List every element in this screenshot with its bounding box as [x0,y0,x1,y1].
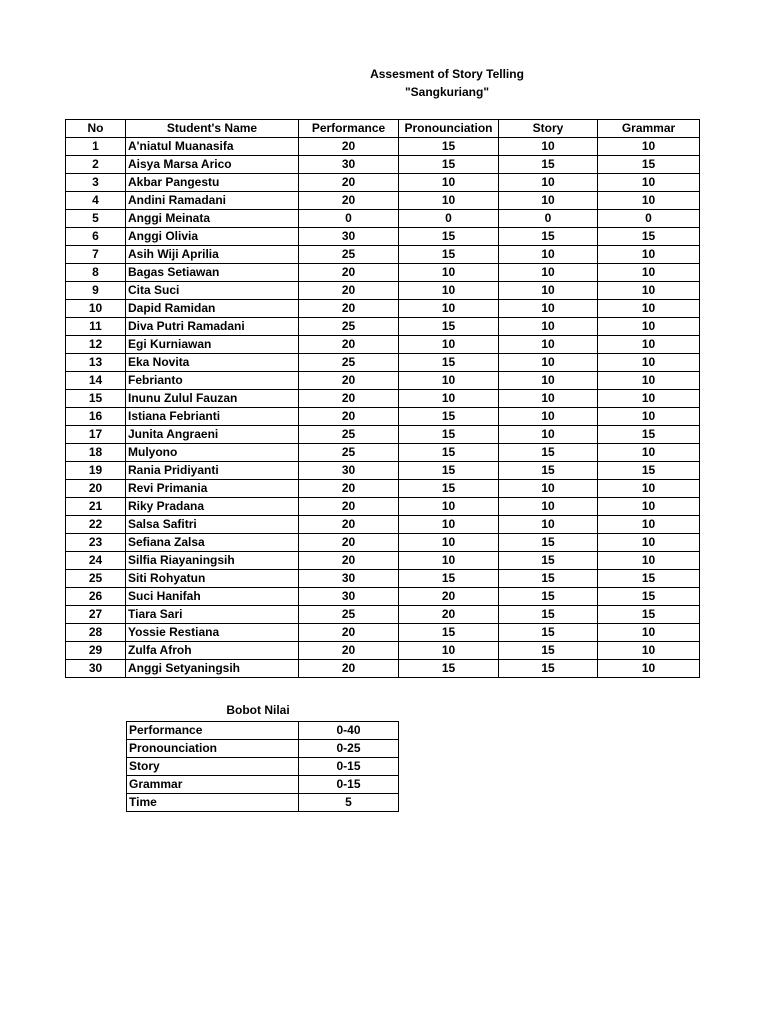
cell-student-name: Egi Kurniawan [126,336,299,354]
table-row [66,210,700,228]
weights-table-body [127,722,399,812]
cell-pronounciation: 15 [399,462,499,480]
cell-no: 3 [66,174,126,192]
cell-story: 15 [499,228,598,246]
cell-pronounciation: 10 [399,642,499,660]
table-row [66,300,700,318]
cell-student-name: Diva Putri Ramadani [126,318,299,336]
cell-no: 8 [66,264,126,282]
table-row [66,390,700,408]
cell-story: 10 [499,408,598,426]
cell-no: 2 [66,156,126,174]
cell-story: 15 [499,588,598,606]
cell-story: 15 [499,462,598,480]
cell-no: 24 [66,552,126,570]
cell-grammar: 10 [598,138,700,156]
cell-student-name: Revi Primania [126,480,299,498]
cell-pronounciation: 15 [399,138,499,156]
weights-table [126,721,399,812]
table-row [66,552,700,570]
cell-story: 10 [499,282,598,300]
cell-pronounciation: 15 [399,570,499,588]
cell-story: 10 [499,300,598,318]
cell-story: 10 [499,336,598,354]
cell-no: 27 [66,606,126,624]
cell-performance: 30 [299,156,399,174]
cell-grammar: 10 [598,408,700,426]
table-row [66,534,700,552]
cell-story: 15 [499,444,598,462]
cell-pronounciation: 10 [399,174,499,192]
weight-range: 0-15 [299,758,399,776]
cell-pronounciation: 10 [399,390,499,408]
cell-grammar: 15 [598,156,700,174]
table-row [66,228,700,246]
cell-story: 10 [499,480,598,498]
cell-no: 11 [66,318,126,336]
cell-performance: 20 [299,642,399,660]
cell-performance: 20 [299,264,399,282]
table-row [66,462,700,480]
cell-student-name: Riky Pradana [126,498,299,516]
header-pronounciation: Pronounciation [399,120,499,138]
cell-student-name: Febrianto [126,372,299,390]
cell-performance: 20 [299,480,399,498]
cell-student-name: Dapid Ramidan [126,300,299,318]
cell-student-name: Sefiana Zalsa [126,534,299,552]
cell-performance: 25 [299,606,399,624]
cell-no: 7 [66,246,126,264]
weights-title: Bobot Nilai [226,703,290,717]
header-grammar: Grammar [598,120,700,138]
cell-student-name: Bagas Setiawan [126,264,299,282]
cell-no: 5 [66,210,126,228]
cell-pronounciation: 15 [399,354,499,372]
cell-pronounciation: 15 [399,660,499,678]
cell-story: 15 [499,156,598,174]
cell-story: 10 [499,192,598,210]
cell-student-name: A'niatul Muanasifa [126,138,299,156]
cell-grammar: 10 [598,354,700,372]
weight-range: 0-15 [299,776,399,794]
table-row [66,408,700,426]
cell-grammar: 10 [598,516,700,534]
document-title: Assesment of Story Telling [370,67,524,81]
cell-story: 10 [499,498,598,516]
cell-grammar: 15 [598,228,700,246]
weight-range: 5 [299,794,399,812]
table-row [66,264,700,282]
cell-grammar: 10 [598,624,700,642]
cell-performance: 25 [299,426,399,444]
cell-performance: 20 [299,192,399,210]
cell-student-name: Mulyono [126,444,299,462]
cell-performance: 20 [299,336,399,354]
cell-story: 10 [499,354,598,372]
cell-pronounciation: 10 [399,282,499,300]
cell-performance: 20 [299,390,399,408]
cell-grammar: 10 [598,498,700,516]
cell-pronounciation: 10 [399,534,499,552]
cell-student-name: Istiana Febrianti [126,408,299,426]
cell-story: 10 [499,246,598,264]
cell-grammar: 10 [598,282,700,300]
cell-pronounciation: 10 [399,516,499,534]
weight-row [127,794,399,812]
cell-grammar: 15 [598,606,700,624]
table-row [66,516,700,534]
cell-no: 25 [66,570,126,588]
cell-performance: 20 [299,138,399,156]
cell-no: 6 [66,228,126,246]
cell-grammar: 10 [598,300,700,318]
table-row [66,660,700,678]
cell-pronounciation: 10 [399,192,499,210]
cell-performance: 0 [299,210,399,228]
weight-row [127,722,399,740]
cell-story: 10 [499,426,598,444]
cell-pronounciation: 15 [399,156,499,174]
cell-pronounciation: 15 [399,408,499,426]
cell-student-name: Zulfa Afroh [126,642,299,660]
cell-pronounciation: 20 [399,606,499,624]
cell-story: 15 [499,534,598,552]
weight-row [127,758,399,776]
cell-student-name: Silfia Riayaningsih [126,552,299,570]
cell-performance: 20 [299,282,399,300]
cell-no: 14 [66,372,126,390]
cell-performance: 25 [299,444,399,462]
table-row [66,336,700,354]
table-row [66,624,700,642]
cell-student-name: Asih Wiji Aprilia [126,246,299,264]
cell-student-name: Tiara Sari [126,606,299,624]
cell-grammar: 10 [598,390,700,408]
cell-student-name: Siti Rohyatun [126,570,299,588]
cell-grammar: 10 [598,372,700,390]
cell-no: 29 [66,642,126,660]
cell-grammar: 10 [598,480,700,498]
weight-row [127,740,399,758]
table-row [66,354,700,372]
cell-performance: 30 [299,462,399,480]
cell-student-name: Rania Pridiyanti [126,462,299,480]
table-row [66,156,700,174]
cell-pronounciation: 10 [399,552,499,570]
cell-story: 10 [499,390,598,408]
table-row [66,570,700,588]
cell-no: 30 [66,660,126,678]
cell-pronounciation: 15 [399,426,499,444]
cell-no: 16 [66,408,126,426]
cell-grammar: 10 [598,552,700,570]
cell-grammar: 15 [598,426,700,444]
cell-performance: 20 [299,552,399,570]
table-row [66,318,700,336]
cell-performance: 25 [299,354,399,372]
table-row [66,498,700,516]
document-subtitle: "Sangkuriang" [404,85,490,99]
cell-student-name: Akbar Pangestu [126,174,299,192]
table-row [66,138,700,156]
score-table-body [66,138,700,678]
cell-no: 22 [66,516,126,534]
cell-student-name: Anggi Setyaningsih [126,660,299,678]
cell-grammar: 10 [598,534,700,552]
cell-student-name: Aisya Marsa Arico [126,156,299,174]
cell-grammar: 10 [598,192,700,210]
cell-no: 19 [66,462,126,480]
cell-grammar: 10 [598,246,700,264]
cell-performance: 20 [299,624,399,642]
cell-story: 10 [499,318,598,336]
cell-performance: 20 [299,498,399,516]
cell-student-name: Anggi Meinata [126,210,299,228]
cell-pronounciation: 15 [399,318,499,336]
header-performance: Performance [299,120,399,138]
weight-range: 0-40 [299,722,399,740]
cell-performance: 20 [299,174,399,192]
header-no: No [66,120,126,138]
table-row [66,246,700,264]
cell-performance: 30 [299,228,399,246]
cell-grammar: 15 [598,462,700,480]
weight-criterion: Grammar [127,776,299,794]
cell-no: 4 [66,192,126,210]
cell-student-name: Andini Ramadani [126,192,299,210]
cell-pronounciation: 10 [399,336,499,354]
cell-story: 15 [499,660,598,678]
cell-student-name: Junita Angraeni [126,426,299,444]
cell-performance: 25 [299,246,399,264]
cell-grammar: 10 [598,642,700,660]
cell-performance: 30 [299,570,399,588]
cell-grammar: 15 [598,570,700,588]
weight-criterion: Story [127,758,299,776]
table-row [66,282,700,300]
table-row [66,480,700,498]
cell-no: 13 [66,354,126,372]
cell-no: 12 [66,336,126,354]
cell-performance: 20 [299,372,399,390]
cell-performance: 20 [299,408,399,426]
cell-pronounciation: 15 [399,246,499,264]
header-story: Story [499,120,598,138]
cell-student-name: Anggi Olivia [126,228,299,246]
table-row [66,444,700,462]
cell-grammar: 15 [598,588,700,606]
cell-performance: 25 [299,318,399,336]
cell-pronounciation: 10 [399,264,499,282]
weight-criterion: Pronounciation [127,740,299,758]
cell-performance: 20 [299,660,399,678]
cell-no: 26 [66,588,126,606]
cell-grammar: 10 [598,264,700,282]
cell-no: 17 [66,426,126,444]
weight-criterion: Time [127,794,299,812]
cell-pronounciation: 0 [399,210,499,228]
cell-grammar: 10 [598,444,700,462]
cell-pronounciation: 15 [399,228,499,246]
document-header [247,65,647,101]
cell-no: 15 [66,390,126,408]
cell-story: 15 [499,624,598,642]
cell-pronounciation: 10 [399,300,499,318]
cell-no: 1 [66,138,126,156]
cell-student-name: Cita Suci [126,282,299,300]
cell-pronounciation: 10 [399,498,499,516]
table-row [66,174,700,192]
cell-grammar: 0 [598,210,700,228]
cell-pronounciation: 15 [399,624,499,642]
cell-story: 15 [499,552,598,570]
cell-grammar: 10 [598,318,700,336]
cell-no: 18 [66,444,126,462]
cell-performance: 20 [299,516,399,534]
cell-no: 10 [66,300,126,318]
header-student-name: Student's Name [126,120,299,138]
cell-no: 28 [66,624,126,642]
table-row [66,372,700,390]
cell-story: 15 [499,570,598,588]
cell-student-name: Salsa Safitri [126,516,299,534]
weight-criterion: Performance [127,722,299,740]
cell-student-name: Yossie Restiana [126,624,299,642]
cell-performance: 20 [299,300,399,318]
cell-story: 10 [499,516,598,534]
cell-no: 9 [66,282,126,300]
cell-pronounciation: 15 [399,480,499,498]
cell-no: 21 [66,498,126,516]
cell-no: 20 [66,480,126,498]
cell-pronounciation: 15 [399,444,499,462]
weight-row [127,776,399,794]
cell-story: 10 [499,372,598,390]
cell-student-name: Eka Novita [126,354,299,372]
table-row [66,606,700,624]
cell-story: 10 [499,138,598,156]
cell-story: 10 [499,174,598,192]
cell-grammar: 10 [598,336,700,354]
cell-student-name: Suci Hanifah [126,588,299,606]
score-table [65,119,700,678]
table-row [66,426,700,444]
cell-performance: 20 [299,534,399,552]
cell-performance: 30 [299,588,399,606]
cell-no: 23 [66,534,126,552]
cell-grammar: 10 [598,660,700,678]
cell-pronounciation: 10 [399,372,499,390]
table-row [66,588,700,606]
score-table-header-row [66,120,700,138]
table-row [66,192,700,210]
cell-story: 10 [499,264,598,282]
cell-story: 15 [499,642,598,660]
cell-student-name: Inunu Zulul Fauzan [126,390,299,408]
cell-story: 0 [499,210,598,228]
cell-grammar: 10 [598,174,700,192]
table-row [66,642,700,660]
cell-pronounciation: 20 [399,588,499,606]
cell-story: 15 [499,606,598,624]
weight-range: 0-25 [299,740,399,758]
